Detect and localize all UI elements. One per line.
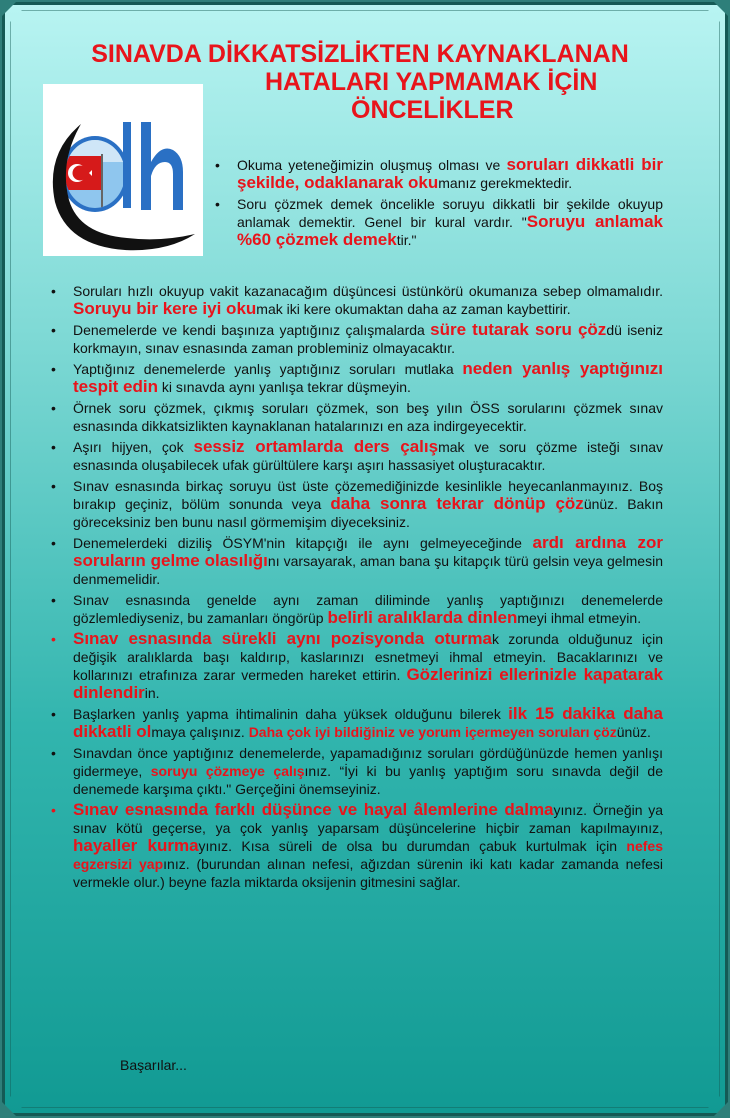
- body-text: Soruları hızlı okuyup vakit kazanacağım düşüncesi üstünkörü okumanıza sebep olmamalıdır.: [73, 283, 663, 299]
- emphasis-text: daha sonra tekrar dönüp çöz: [330, 494, 584, 513]
- list-item: [73, 477, 663, 531]
- list-item: [73, 321, 663, 357]
- list-item: [73, 705, 663, 741]
- body-text: ınız. (burundan alınan nefesi, ağızdan sürenin iki katı kadar zamanda nefesi vermekle olur.) beyne fazla miktarda oksijenin gitmesini sağlar.: [73, 856, 663, 890]
- body-text: yınız. Kısa süreli de olsa bu durumdan çabuk kurtulmak için: [198, 838, 627, 854]
- emphasis-text: sessiz ortamlarda ders çalış: [193, 437, 439, 456]
- emphasis-text: soruyu çözmeye çalış: [150, 763, 305, 779]
- list-item: [73, 591, 663, 627]
- body-text: meyi ihmal etmeyin.: [517, 610, 642, 626]
- list-item: [73, 744, 663, 798]
- list-item: [73, 399, 663, 435]
- body-text: tir.": [396, 232, 417, 248]
- body-text: k zorunda olduğunuz için değişik aralıklarda başı kaldırıp, kaslarınızı esnetmeyi ihmal etmeyin. Bacaklarınızı ve kollarınızı etrafınıza zarar vermeden hareket ettirin.: [73, 631, 663, 683]
- body-text: yınız. Örneğin ya sınav kötü geçerse, ya çok yanlış yaparsam düşüncelerine hiçbir zaman kapılmayınız,: [73, 802, 663, 836]
- body-text: maya çalışınız.: [151, 724, 249, 740]
- body-text: mak iki kere okumaktan daha az zaman kaybettirir.: [256, 301, 571, 317]
- body-text: dü iseniz korkmayın, sınav esnasında zaman probleminiz olmayacaktır.: [73, 322, 663, 356]
- body-text: nı varsayarak, aman bana şu kitapçık türü gelsin veya gelmesin denmemelidir.: [73, 553, 663, 587]
- body-text: Sınavdan önce yaptığınız denemelerde, yapamadığınız soruları gördüğünüzde hemen yanlışı gidermeye,: [73, 745, 663, 779]
- intro-list: [237, 156, 663, 252]
- list-item: [237, 156, 663, 192]
- list-item: [73, 438, 663, 474]
- list-item: [73, 630, 663, 702]
- emphasis-text: Gözlerinizi ellerinizle kapatarak dinlendir: [73, 665, 663, 702]
- emphasis-text: Soruyu bir kere iyi oku: [73, 299, 257, 318]
- body-text: Soru çözmek demek öncelikle soruyu dikkatli bir şekilde okuyup anlamak demektir. Genel bir kural vardır. ": [237, 196, 663, 230]
- closing-text: Başarılar...: [120, 1057, 187, 1073]
- body-text: in.: [144, 685, 160, 701]
- body-text: Denemelerde ve kendi başınıza yaptığınız çalışmalarda: [73, 322, 431, 338]
- emphasis-text: ardı ardına zor soruların gelme olasılığı: [73, 533, 664, 570]
- body-text: ünüz.: [616, 724, 651, 740]
- dh-logo-icon: [43, 84, 203, 256]
- emphasis-text: Sınav esnasında farklı düşünce ve hayal âlemlerine dalma: [73, 800, 554, 819]
- body-text: ınız. “İyi ki bu yanlış yaptığım soru sınavda değil de denemede karşıma çıktı." Gerçeğini önemseyiniz.: [73, 763, 663, 797]
- title-line-3: ÖNCELİKLER: [351, 96, 514, 124]
- list-item: [73, 360, 663, 396]
- body-text: Örnek soru çözmek, çıkmış soruları çözmek, son beş yılın ÖSS sorularını çözmek sınav esnasında dikkatsizlikten kaynaklanan hatalarınızı en aza indirgeyecektir.: [73, 400, 663, 434]
- emphasis-text: Sınav esnasında sürekli aynı pozisyonda oturma: [73, 629, 492, 648]
- emphasis-text: neden yanlış yaptığınızı tespit edin: [73, 359, 663, 396]
- body-text: ünüz. Bakın göreceksiniz ben bunu nasıl görmemişim diyeceksiniz.: [73, 496, 664, 530]
- emphasis-text: ilk 15 dakika daha dikkatli ol: [73, 704, 663, 741]
- body-text: Okuma yeteneğimizin oluşmuş olması ve: [237, 157, 507, 173]
- title-line-2: HATALARI YAPMAMAK İÇİN: [265, 68, 598, 96]
- list-item: [73, 801, 663, 891]
- emphasis-text: nefes egzersizi yap: [73, 838, 663, 872]
- body-text: Yaptığınız denemelerde yanlış yaptığınız soruları mutlaka: [73, 361, 463, 377]
- body-text: Denemelerdeki diziliş ÖSYM'nin kitapçığı ile aynı gelmeyeceğinde: [73, 535, 533, 551]
- list-item: [73, 534, 663, 588]
- main-list: [73, 282, 663, 894]
- body-text: ki sınavda aynı yanlışa tekrar düşmeyin.: [158, 379, 411, 395]
- body-text: Aşırı hijyen, çok: [73, 439, 194, 455]
- body-text: Sınav esnasında genelde aynı zaman diliminde yanlış yaptığınızı denemelerde gözlemlediyseniz, bu zamanları öngörüp: [73, 592, 663, 626]
- body-text: manız gerekmektedir.: [438, 175, 573, 191]
- emphasis-text: süre tutarak soru çöz: [430, 320, 607, 339]
- emphasis-text: hayaller kurma: [73, 836, 199, 855]
- body-text: Başlarken yanlış yapma ihtimalinin daha yüksek olduğunu bilerek: [73, 706, 509, 722]
- body-text: Sınav esnasında birkaç soruyu üst üste çözemediğinizde kesinlikle heyecanlanmayınız. Boş bırakıp geçiniz, bölüm sonunda veya: [73, 478, 663, 512]
- list-item: [73, 282, 663, 318]
- title-line-1: SINAVDA DİKKATSİZLİKTEN KAYNAKLANAN: [91, 40, 629, 68]
- emphasis-text: Daha çok iyi bildiğiniz ve yorum içermeyen soruları çöz: [248, 724, 617, 740]
- list-item: [237, 195, 663, 249]
- body-text: mak ve soru çözme isteği sınav esnasında oluşabilecek ufak gürültülere karşı aşırı hassasiyet oluşturacaktır.: [73, 439, 664, 473]
- emphasis-text: Soruyu anlamak %60 çözmek demek: [237, 212, 663, 249]
- emphasis-text: soruları dikkatli bir şekilde, odaklanarak oku: [237, 155, 664, 192]
- emphasis-text: belirli aralıklarda dinlen: [327, 608, 518, 627]
